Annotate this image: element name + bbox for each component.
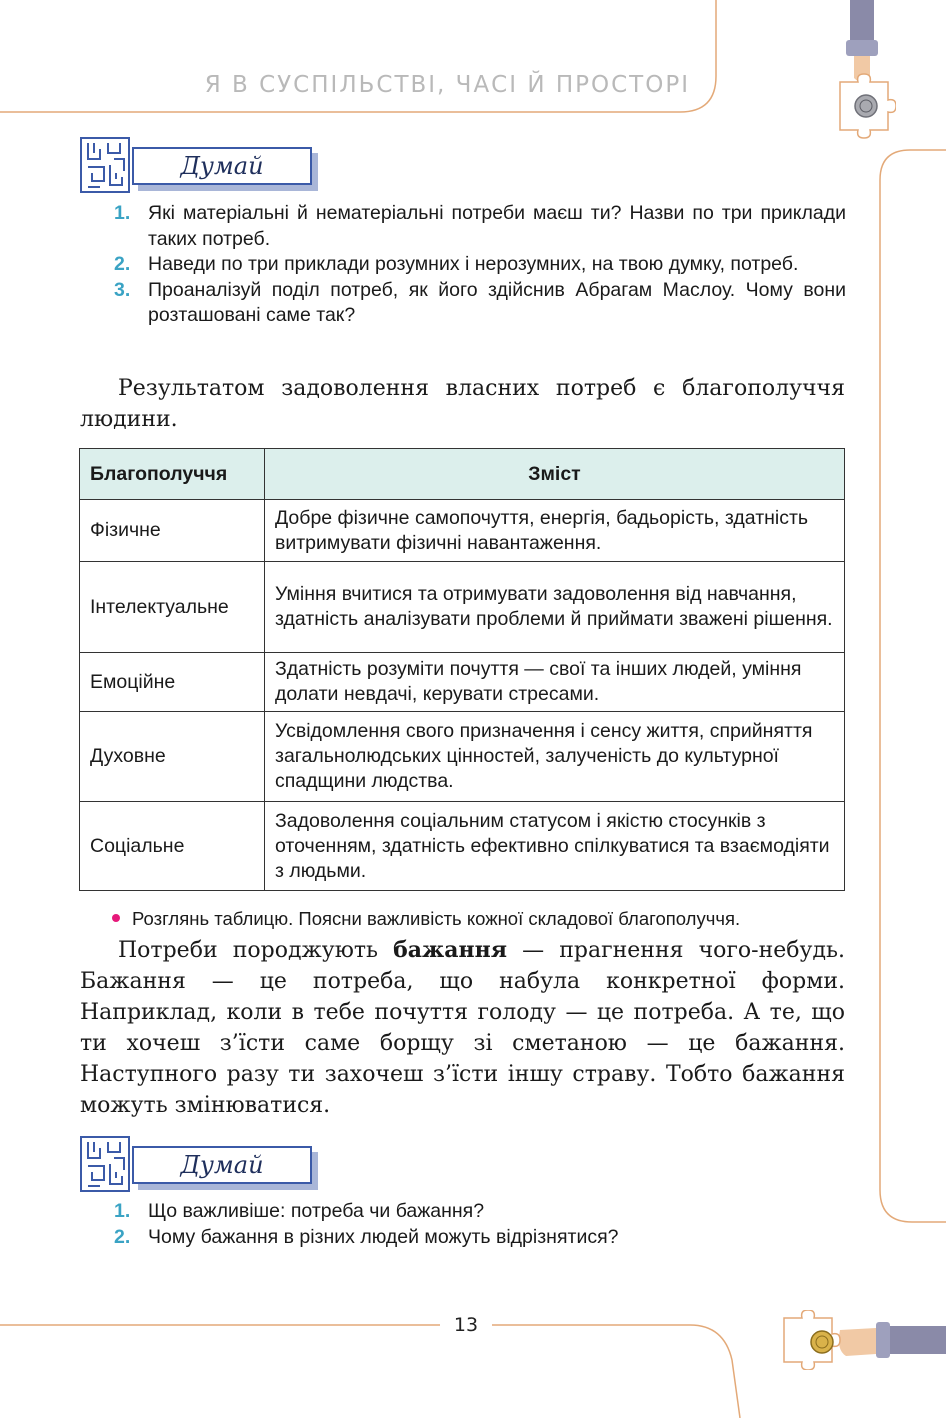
question-text: Наведи по три приклади розумних і нерозумних, на твою думку, потреб. — [148, 253, 799, 275]
hand-puzzle-bottom-icon — [780, 1310, 946, 1370]
hand-puzzle-top-icon — [836, 0, 896, 150]
question-text: Які матеріальні й нематеріальні потреби маєш ти? Назви по три приклади таких потреб. — [148, 202, 846, 250]
table-row — [80, 562, 845, 653]
question-text: Чому бажання в різних людей можуть відрізнятися? — [148, 1225, 619, 1248]
intro-text: Результатом задоволення власних потреб є благополуччя людини. — [80, 376, 845, 432]
maze-icon — [80, 1136, 130, 1192]
think-questions-2 — [110, 1199, 846, 1250]
think-block-2 — [80, 1136, 320, 1196]
maze-icon — [80, 137, 130, 193]
table-cell-content: Добре фізичне самопочуття, енергія, бадьорість, здатність витримувати фізичні навантаження. — [265, 500, 845, 562]
table-header-cell: Зміст — [265, 449, 845, 500]
question-item — [110, 278, 846, 329]
table-cell-type: Емоційне — [80, 653, 265, 712]
table-note-text: Розглянь таблицю. Поясни важливість кожної складової благополуччя. — [132, 908, 741, 929]
table-row — [80, 500, 845, 562]
desire-text-after: — прагнення чого-небудь. Бажання — це потреба, що набула конкретної форми. Наприклад, коли в тебе почуття голоду — це потреба. А те, що ти хочеш з’їсти саме борщу зі сметаною — це бажання. Наступного разу ти захочеш з’їсти іншу страву. Тобто бажання можуть змінюватися. — [80, 938, 845, 1118]
header-title: Я В СУСПІЛЬСТВІ, ЧАСІ Й ПРОСТОРІ — [204, 72, 690, 98]
table-cell-content: Задоволення соціальним статусом і якістю стосунків з оточенням, здатність ефективно спілкуватися та взаємодіяти з людьми. — [265, 802, 845, 891]
desire-paragraph — [80, 935, 845, 1121]
think-label-box — [132, 1146, 312, 1184]
table-cell-content: Усвідомлення свого призначення і сенсу життя, сприйняття загальнолюдських цінностей, залученість до культурної спадщини людства. — [265, 712, 845, 802]
page-number: 13 — [453, 1314, 479, 1336]
question-item — [110, 252, 846, 278]
question-text: Що важливіше: потреба чи бажання? — [148, 1200, 485, 1222]
intro-paragraph — [80, 373, 845, 435]
question-number: 3. — [114, 278, 131, 301]
desire-term: бажання — [393, 937, 507, 963]
table-cell-type: Фізичне — [80, 500, 265, 562]
think-label-box — [132, 147, 312, 185]
question-number: 2. — [114, 1225, 131, 1248]
question-item — [110, 1199, 846, 1225]
question-number: 2. — [114, 253, 131, 275]
think-label: Думай — [180, 1151, 264, 1179]
table-header-cell: Благополуччя — [80, 449, 265, 500]
table-row — [80, 802, 845, 891]
table-cell-type: Духовне — [80, 712, 265, 802]
question-number: 1. — [114, 1200, 131, 1222]
question-item — [110, 1225, 846, 1251]
think-questions-1 — [110, 201, 846, 329]
question-item — [110, 201, 846, 252]
table-row — [80, 712, 845, 802]
think-label: Думай — [180, 152, 264, 180]
table-header-row — [80, 449, 845, 500]
table-row — [80, 653, 845, 712]
table-note — [112, 908, 740, 930]
table-cell-type: Соціальне — [80, 802, 265, 891]
wellbeing-table — [79, 448, 845, 891]
table-cell-content: Здатність розуміти почуття — свої та інших людей, уміння долати невдачі, керувати стресами. — [265, 653, 845, 712]
think-block-1 — [80, 137, 320, 197]
question-number: 1. — [114, 202, 131, 224]
question-text: Проаналізуй поділ потреб, як його здійснив Абрагам Маслоу. Чому вони розташовані саме так? — [148, 278, 846, 326]
desire-text-before: Потреби породжують — [118, 938, 394, 963]
table-cell-content: Уміння вчитися та отримувати задоволення від навчання, здатність аналізувати проблеми й приймати зважені рішення. — [265, 562, 845, 653]
bullet-icon — [112, 914, 120, 922]
table-cell-type: Інтелектуальне — [80, 562, 265, 653]
